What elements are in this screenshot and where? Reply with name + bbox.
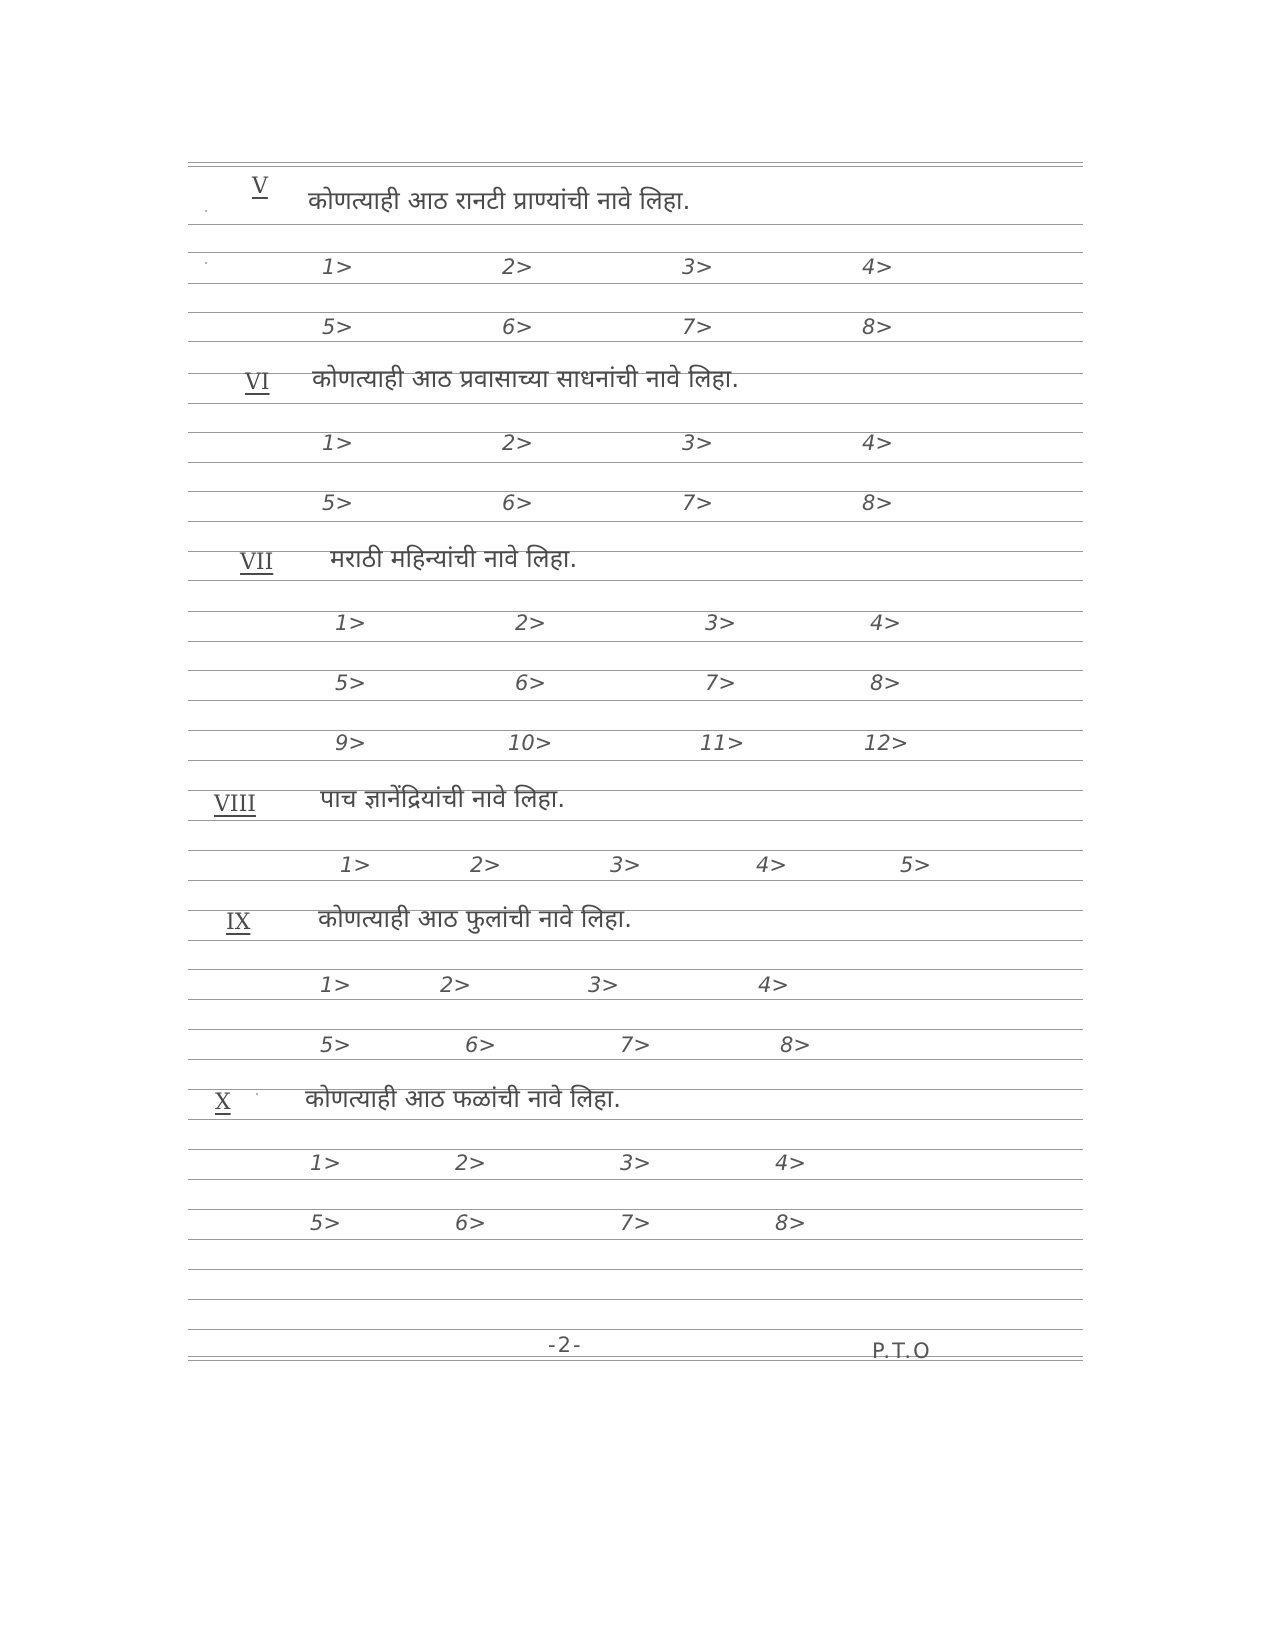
section-number: V xyxy=(252,174,268,199)
answer-number: 6> xyxy=(502,315,533,339)
section-number: IX xyxy=(226,910,251,935)
answer-number: 6> xyxy=(515,671,546,695)
ruled-line xyxy=(188,551,1083,552)
scan-speck xyxy=(256,1093,258,1095)
question-text: कोणत्याही आठ रानटी प्राण्यांची नावे लिहा. xyxy=(308,186,691,215)
answer-number: 3> xyxy=(682,431,713,455)
answer-number: 7> xyxy=(705,671,736,695)
answer-number: 11> xyxy=(700,731,745,755)
answer-number: 5> xyxy=(310,1211,341,1235)
ruled-line xyxy=(188,880,1083,881)
answer-number: 1> xyxy=(335,611,366,635)
answer-number: 1> xyxy=(322,255,353,279)
answer-number: 6> xyxy=(465,1033,496,1057)
ruled-line xyxy=(188,283,1083,284)
ruled-line xyxy=(188,940,1083,941)
ruled-line xyxy=(188,224,1083,225)
section-number: VII xyxy=(240,550,274,575)
section-number: VIII xyxy=(214,792,256,817)
answer-number: 5> xyxy=(322,315,353,339)
ruled-line xyxy=(188,1329,1083,1330)
answer-number: 2> xyxy=(470,853,501,877)
ruled-line xyxy=(188,521,1083,522)
scan-speck xyxy=(205,262,207,264)
answer-number: 7> xyxy=(620,1033,651,1057)
section-number: X xyxy=(215,1090,231,1115)
answer-number: 6> xyxy=(455,1211,486,1235)
answer-number: 8> xyxy=(862,315,893,339)
answer-number: 3> xyxy=(705,611,736,635)
ruled-line xyxy=(188,1179,1083,1180)
ruled-line xyxy=(188,1119,1083,1120)
ruled-line xyxy=(188,580,1083,581)
page-number: -2- xyxy=(548,1333,583,1357)
answer-number: 10> xyxy=(508,731,553,755)
question-text: पाच ज्ञानेंद्रियांची नावे लिहा. xyxy=(320,784,566,813)
answer-number: 4> xyxy=(862,431,893,455)
answer-number: 1> xyxy=(320,973,351,997)
question-text: मराठी महिन्यांची नावे लिहा. xyxy=(330,544,578,573)
answer-number: 2> xyxy=(515,611,546,635)
ruled-line xyxy=(188,611,1083,612)
answer-number: 1> xyxy=(322,431,353,455)
answer-number: 7> xyxy=(682,491,713,515)
ruled-line xyxy=(188,820,1083,821)
answer-number: 2> xyxy=(502,255,533,279)
ruled-line xyxy=(188,1356,1083,1361)
answer-number: 4> xyxy=(870,611,901,635)
answer-number: 8> xyxy=(780,1033,811,1057)
ruled-line xyxy=(188,403,1083,404)
answer-number: 7> xyxy=(620,1211,651,1235)
answer-number: 5> xyxy=(335,671,366,695)
question-text: कोणत्याही आठ फळांची नावे लिहा. xyxy=(305,1084,622,1113)
answer-number: 2> xyxy=(440,973,471,997)
answer-number: 6> xyxy=(502,491,533,515)
ruled-line xyxy=(188,670,1083,671)
pto-note: P.T.O xyxy=(872,1339,932,1363)
answer-number: 3> xyxy=(682,255,713,279)
ruled-line xyxy=(188,462,1083,463)
ruled-line xyxy=(188,1299,1083,1300)
ruled-line xyxy=(188,162,1083,167)
answer-number: 9> xyxy=(335,731,366,755)
ruled-line xyxy=(188,700,1083,701)
ruled-line xyxy=(188,730,1083,731)
answer-number: 8> xyxy=(775,1211,806,1235)
question-text: कोणत्याही आठ प्रवासाच्या साधनांची नावे लिहा. xyxy=(312,364,740,393)
ruled-line xyxy=(188,1269,1083,1270)
question-text: कोणत्याही आठ फुलांची नावे लिहा. xyxy=(318,904,633,933)
answer-number: 3> xyxy=(620,1151,651,1175)
answer-number: 1> xyxy=(310,1151,341,1175)
answer-number: 4> xyxy=(756,853,787,877)
answer-number: 1> xyxy=(340,853,371,877)
answer-number: 8> xyxy=(862,491,893,515)
ruled-line xyxy=(188,641,1083,642)
answer-number: 4> xyxy=(862,255,893,279)
scan-speck xyxy=(205,210,207,212)
section-number: VI xyxy=(245,370,270,395)
answer-number: 4> xyxy=(775,1151,806,1175)
answer-number: 5> xyxy=(320,1033,351,1057)
answer-number: 8> xyxy=(870,671,901,695)
ruled-line xyxy=(188,1239,1083,1240)
answer-number: 12> xyxy=(864,731,909,755)
ruled-line xyxy=(188,760,1083,761)
answer-number: 2> xyxy=(502,431,533,455)
answer-number: 3> xyxy=(588,973,619,997)
answer-number: 5> xyxy=(900,853,931,877)
answer-number: 7> xyxy=(682,315,713,339)
answer-number: 4> xyxy=(758,973,789,997)
answer-number: 3> xyxy=(610,853,641,877)
answer-number: 2> xyxy=(455,1151,486,1175)
answer-number: 5> xyxy=(322,491,353,515)
